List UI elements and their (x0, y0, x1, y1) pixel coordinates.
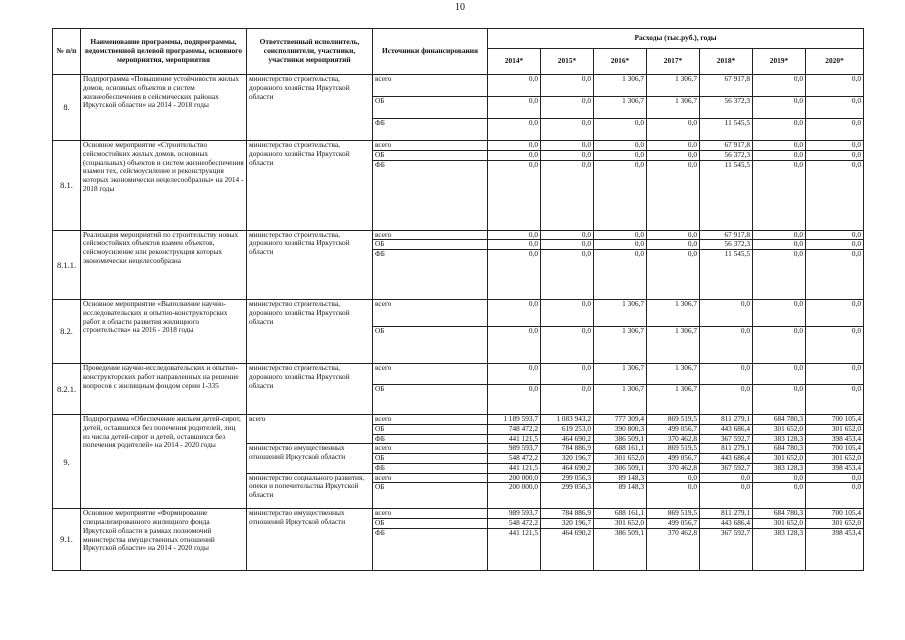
funding-source: всего (373, 364, 488, 385)
expense-value: 0,0 (753, 150, 806, 160)
expense-value: 398 453,4 (806, 528, 864, 570)
row-index: 8.2.1. (53, 364, 81, 415)
table-row (53, 230, 864, 240)
expense-value: 1 306,7 (647, 364, 700, 385)
expense-value: 0,0 (753, 327, 806, 364)
executor: министерство строительства, дорожного хозяйства Иркутской области (247, 300, 373, 364)
executor: министерство строительства, дорожного хозяйства Иркутской области (247, 75, 373, 141)
expense-value: 0,0 (488, 250, 541, 300)
table-row (53, 75, 864, 97)
expense-value: 811 279,1 (700, 509, 753, 519)
expense-value: 684 780,3 (753, 444, 806, 454)
header-year: 2015* (541, 49, 594, 75)
funding-source: всего (373, 230, 488, 240)
expense-value: 0,0 (488, 364, 541, 385)
expense-value: 619 253,0 (541, 424, 594, 434)
expense-value: 0,0 (541, 97, 594, 119)
expense-value: 989 593,7 (488, 444, 541, 454)
expense-value: 0,0 (806, 75, 864, 97)
funding-source: ОБ (373, 327, 488, 364)
expense-value: 0,0 (806, 97, 864, 119)
table-body (53, 75, 864, 571)
funding-source: всего (373, 141, 488, 151)
expense-value: 386 509,1 (594, 528, 647, 570)
funding-source: всего (373, 473, 488, 483)
expense-value: 0,0 (488, 327, 541, 364)
expense-value: 0,0 (700, 364, 753, 385)
expense-value: 784 886,9 (541, 444, 594, 454)
expense-value: 684 780,3 (753, 509, 806, 519)
funding-source: всего (373, 509, 488, 519)
row-index: 9.1. (53, 509, 81, 571)
expense-value: 1 306,7 (647, 75, 700, 97)
expense-value: 784 886,9 (541, 509, 594, 519)
funding-source: ФБ (373, 434, 488, 444)
expense-value: 0,0 (647, 473, 700, 483)
expense-value: 367 592,7 (700, 528, 753, 570)
expense-value: 0,0 (806, 385, 864, 415)
expense-value: 383 128,3 (753, 434, 806, 444)
expense-value: 989 593,7 (488, 509, 541, 519)
expense-value: 1 306,7 (594, 300, 647, 327)
expense-value: 0,0 (594, 250, 647, 300)
expense-value: 0,0 (806, 119, 864, 141)
program-name: Реализация мероприятий по строительству новых сейсмостойких объектов взамен объектов, сейсмоусиление или реконструкция которых экономически нецелесообразна (81, 230, 247, 300)
row-index: 8.1. (53, 141, 81, 231)
funding-source: ФБ (373, 463, 488, 473)
expense-value: 700 105,4 (806, 444, 864, 454)
expense-value: 0,0 (594, 150, 647, 160)
expense-value: 301 652,0 (753, 454, 806, 464)
program-name: Основное мероприятие «Выполнение научно-исследовательских и опытно-конструкторских работ в области развития жилищного строительства» на 2016 - 2018 годы (81, 300, 247, 364)
expense-value: 0,0 (753, 473, 806, 483)
expense-value: 0,0 (541, 327, 594, 364)
expense-value: 0,0 (488, 160, 541, 230)
expense-value: 0,0 (488, 97, 541, 119)
expense-value: 0,0 (647, 160, 700, 230)
expense-value: 0,0 (647, 240, 700, 250)
funding-source: ОБ (373, 424, 488, 434)
expense-value: 301 652,0 (753, 424, 806, 434)
expense-value: 464 690,2 (541, 434, 594, 444)
expense-value: 67 917,8 (700, 141, 753, 151)
expense-value: 548 472,2 (488, 519, 541, 529)
expense-value: 441 121,5 (488, 528, 541, 570)
table-row (53, 141, 864, 151)
expense-value: 1 306,7 (594, 327, 647, 364)
program-name: Подпрограмма «Повышение устойчивости жилых домов, основных объектов и систем жизнеобеспечения в сейсмических районах Иркутской области» на 2014 - 2018 годы (81, 75, 247, 141)
expense-value: 0,0 (541, 250, 594, 300)
expense-value: 0,0 (541, 150, 594, 160)
expense-value: 0,0 (806, 230, 864, 240)
expense-value: 0,0 (806, 327, 864, 364)
funding-source: ФБ (373, 250, 488, 300)
expense-value: 0,0 (753, 119, 806, 141)
expense-value: 0,0 (647, 119, 700, 141)
executor: министерство имущественных отношений Иркутской области (247, 509, 373, 571)
table-row (53, 300, 864, 327)
expense-value: 0,0 (594, 230, 647, 240)
expense-value: 11 545,5 (700, 160, 753, 230)
expense-value: 370 462,8 (647, 463, 700, 473)
expense-value: 548 472,2 (488, 454, 541, 464)
expense-value: 1 306,7 (647, 327, 700, 364)
expense-value: 0,0 (647, 150, 700, 160)
funding-source: ОБ (373, 240, 488, 250)
expense-value: 441 121,5 (488, 434, 541, 444)
expense-value: 869 519,5 (647, 509, 700, 519)
expense-value: 0,0 (541, 240, 594, 250)
expense-value: 0,0 (488, 119, 541, 141)
header-executor: Ответственный исполнитель, соисполнители, участники, участники мероприятий (247, 29, 373, 75)
funding-source: ОБ (373, 454, 488, 464)
expense-value: 320 196,7 (541, 454, 594, 464)
funding-source: всего (373, 415, 488, 425)
expense-value: 0,0 (753, 160, 806, 230)
funding-source: ОБ (373, 150, 488, 160)
page-number: 10 (455, 2, 465, 13)
expense-value: 200 000,0 (488, 483, 541, 509)
expense-value: 370 462,8 (647, 434, 700, 444)
header-name: Наименование программы, подпрограммы, ведомственной целевой программы, основного мероприятия, мероприятия (81, 29, 247, 75)
expense-value: 67 917,8 (700, 75, 753, 97)
expense-value: 11 545,5 (700, 119, 753, 141)
expense-value: 0,0 (806, 300, 864, 327)
expense-value: 1 306,7 (594, 364, 647, 385)
funding-source: всего (373, 300, 488, 327)
expense-value: 56 372,3 (700, 97, 753, 119)
expense-value: 299 056,3 (541, 483, 594, 509)
expense-value: 443 686,4 (700, 424, 753, 434)
expense-value: 1 306,7 (594, 385, 647, 415)
expense-value: 0,0 (806, 150, 864, 160)
expense-value: 0,0 (753, 240, 806, 250)
program-name: Основное мероприятие «Строительство сейсмостойких жилых домов, основных (социальных) объектов и систем жизнеобеспечения взамен тех, сейсмоусиление и реконструкция которых экономически нецелесообразны» на 2014 - 2018 годы (81, 141, 247, 231)
expense-value: 0,0 (541, 364, 594, 385)
row-index: 8.1.1. (53, 230, 81, 300)
expense-value: 0,0 (753, 300, 806, 327)
header-year: 2017* (647, 49, 700, 75)
expense-value: 443 686,4 (700, 519, 753, 529)
expense-value: 0,0 (541, 75, 594, 97)
expense-value: 0,0 (647, 141, 700, 151)
expense-value: 441 121,5 (488, 463, 541, 473)
expense-value: 89 148,3 (594, 483, 647, 509)
funding-source: ФБ (373, 528, 488, 570)
expense-value: 869 519,5 (647, 444, 700, 454)
expense-value: 386 509,1 (594, 463, 647, 473)
expense-value: 301 652,0 (594, 454, 647, 464)
row-index: 8.2. (53, 300, 81, 364)
expense-value: 0,0 (594, 160, 647, 230)
header-year: 2019* (753, 49, 806, 75)
expense-value: 0,0 (541, 230, 594, 240)
expense-value: 869 519,5 (647, 415, 700, 425)
program-name: Основное мероприятие «Формирование специализированного жилищного фонда Иркутской области в рамках полномочий министерства имущественных отношений Иркутской области» на 2014 - 2020 годы (81, 509, 247, 571)
expense-value: 11 545,5 (700, 250, 753, 300)
expense-value: 0,0 (700, 327, 753, 364)
expense-value: 0,0 (647, 483, 700, 509)
funding-source: всего (373, 75, 488, 97)
expense-value: 0,0 (753, 250, 806, 300)
executor: министерство строительства, дорожного хозяйства Иркутской области (247, 230, 373, 300)
executor: министерство имущественных отношений Иркутской области (247, 444, 373, 473)
expense-value: 367 592,7 (700, 463, 753, 473)
expense-value: 684 780,3 (753, 415, 806, 425)
expense-value: 0,0 (647, 250, 700, 300)
expense-value: 0,0 (700, 300, 753, 327)
program-name: Проведение научно-исследовательских и опытно-конструкторских работ направленных на решение вопросов с жилищным фондом серии 1-335 (81, 364, 247, 415)
expense-value: 301 652,0 (753, 519, 806, 529)
expense-value: 0,0 (806, 240, 864, 250)
expense-value: 499 056,7 (647, 454, 700, 464)
expense-value: 811 279,1 (700, 444, 753, 454)
executor: министерство социального развития, опеки и попечительства Иркутской области (247, 473, 373, 509)
expense-value: 0,0 (753, 483, 806, 509)
expense-value: 1 306,7 (594, 97, 647, 119)
funding-source: ОБ (373, 483, 488, 509)
row-index: 8. (53, 75, 81, 141)
expense-value: 1 083 943,2 (541, 415, 594, 425)
expense-value: 200 000,0 (488, 473, 541, 483)
expense-value: 0,0 (806, 160, 864, 230)
expense-value: 0,0 (806, 483, 864, 509)
expense-value: 0,0 (700, 483, 753, 509)
expense-value: 0,0 (488, 385, 541, 415)
expense-value: 320 196,7 (541, 519, 594, 529)
expense-value: 56 372,3 (700, 150, 753, 160)
funding-source: ОБ (373, 519, 488, 529)
header-year: 2014* (488, 49, 541, 75)
expense-value: 301 652,0 (594, 519, 647, 529)
expense-value: 0,0 (541, 141, 594, 151)
expense-value: 1 306,7 (647, 300, 700, 327)
expense-value: 0,0 (806, 473, 864, 483)
expense-value: 0,0 (700, 473, 753, 483)
expenses-table (52, 28, 864, 571)
expense-value: 0,0 (806, 141, 864, 151)
expense-value: 0,0 (488, 300, 541, 327)
expense-value: 398 453,4 (806, 434, 864, 444)
expense-value: 688 161,1 (594, 509, 647, 519)
expense-value: 56 372,3 (700, 240, 753, 250)
expense-value: 0,0 (647, 230, 700, 240)
expense-value: 383 128,3 (753, 528, 806, 570)
expense-value: 386 509,1 (594, 434, 647, 444)
expense-value: 0,0 (541, 119, 594, 141)
expense-value: 0,0 (753, 230, 806, 240)
expense-value: 811 279,1 (700, 415, 753, 425)
expense-value: 67 917,8 (700, 230, 753, 240)
expense-value: 0,0 (753, 97, 806, 119)
expense-value: 1 306,7 (647, 385, 700, 415)
expense-value: 0,0 (488, 150, 541, 160)
funding-source: ОБ (373, 385, 488, 415)
expense-value: 443 686,4 (700, 454, 753, 464)
expense-value: 0,0 (753, 141, 806, 151)
expense-value: 0,0 (594, 119, 647, 141)
header-year: 2016* (594, 49, 647, 75)
expense-value: 0,0 (753, 385, 806, 415)
expense-value: 0,0 (753, 75, 806, 97)
expense-value: 301 652,0 (806, 519, 864, 529)
expense-value: 390 800,3 (594, 424, 647, 434)
expense-value: 0,0 (541, 160, 594, 230)
expense-value: 89 148,3 (594, 473, 647, 483)
expense-value: 0,0 (541, 385, 594, 415)
expense-value: 777 309,4 (594, 415, 647, 425)
expense-value: 0,0 (753, 364, 806, 385)
expense-value: 499 056,7 (647, 519, 700, 529)
expense-value: 301 652,0 (806, 454, 864, 464)
expense-value: 748 472,2 (488, 424, 541, 434)
header-expenses: Расходы (тыс.руб.), годы (488, 29, 864, 49)
expense-value: 1 306,7 (594, 75, 647, 97)
expense-value: 700 105,4 (806, 415, 864, 425)
header-year: 2020* (806, 49, 864, 75)
expense-value: 398 453,4 (806, 463, 864, 473)
table-row (53, 364, 864, 385)
expense-value: 1 306,7 (647, 97, 700, 119)
expense-value: 499 056,7 (647, 424, 700, 434)
expense-value: 464 690,2 (541, 463, 594, 473)
expense-value: 0,0 (488, 240, 541, 250)
executor: всего (247, 415, 373, 444)
expense-value: 0,0 (541, 300, 594, 327)
table-row (53, 509, 864, 519)
header-source: Источники финансирования (373, 29, 488, 75)
expense-value: 0,0 (806, 250, 864, 300)
expense-value: 0,0 (594, 240, 647, 250)
funding-source: ФБ (373, 119, 488, 141)
expense-value: 299 056,3 (541, 473, 594, 483)
expense-value: 0,0 (488, 75, 541, 97)
expense-value: 383 128,3 (753, 463, 806, 473)
expense-value: 367 592,7 (700, 434, 753, 444)
funding-source: ОБ (373, 97, 488, 119)
executor: министерство строительства, дорожного хозяйства Иркутской области (247, 141, 373, 231)
expense-value: 700 105,4 (806, 509, 864, 519)
program-name: Подпрограмма «Обеспечение жильем детей-сирот, детей, оставшихся без попечения родителей, лиц из числа детей-сирот и детей, оставшихся без попечения родителей» на 2014 - 2020 годы (81, 415, 247, 509)
expense-value: 0,0 (594, 141, 647, 151)
funding-source: всего (373, 444, 488, 454)
row-index: 9. (53, 415, 81, 509)
expense-value: 301 652,0 (806, 424, 864, 434)
header-num: № п/п (53, 29, 81, 75)
expense-value: 370 462,8 (647, 528, 700, 570)
expense-value: 0,0 (488, 141, 541, 151)
expense-value: 0,0 (806, 364, 864, 385)
table-row (53, 415, 864, 425)
expense-value: 688 161,1 (594, 444, 647, 454)
funding-source: ФБ (373, 160, 488, 230)
expense-value: 0,0 (488, 230, 541, 240)
expense-value: 1 189 593,7 (488, 415, 541, 425)
expense-value: 0,0 (700, 385, 753, 415)
header-year: 2018* (700, 49, 753, 75)
executor: министерство строительства, дорожного хозяйства Иркутской области (247, 364, 373, 415)
expense-value: 464 690,2 (541, 528, 594, 570)
